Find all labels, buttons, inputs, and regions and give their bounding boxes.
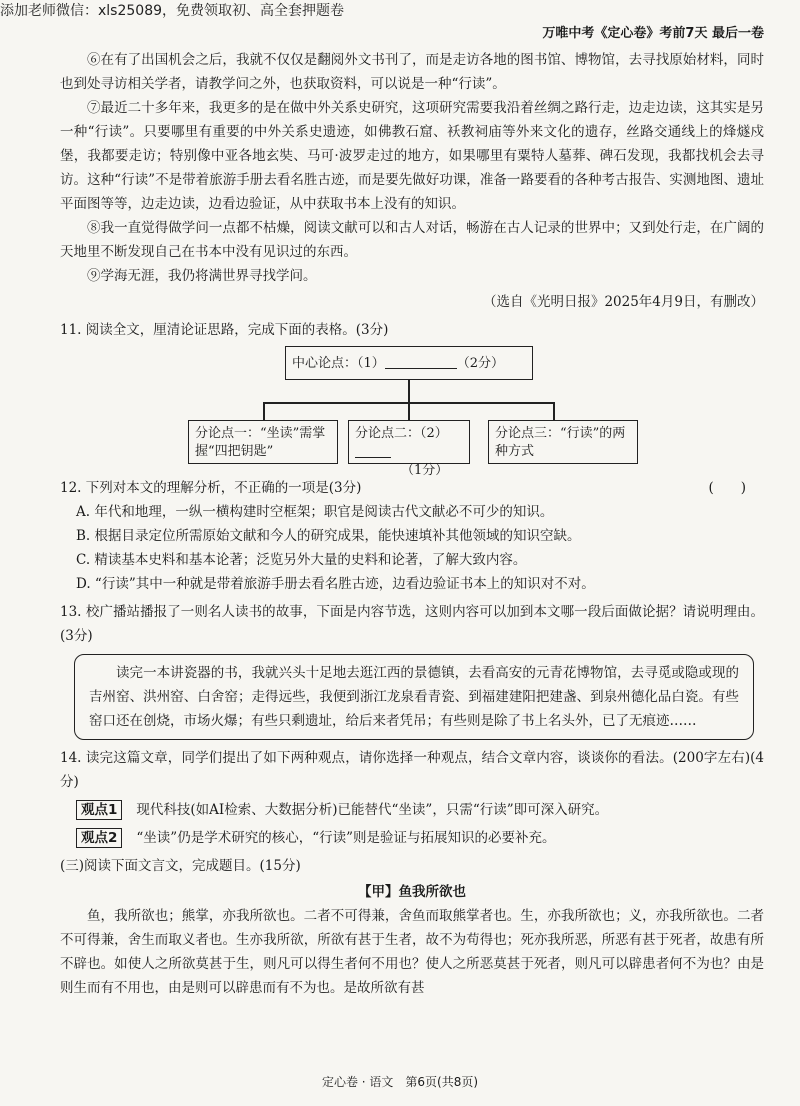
connector-right xyxy=(553,402,555,420)
connector-mid xyxy=(408,402,410,420)
running-head: 万唯中考《定心卷》考前7天 最后一卷 xyxy=(542,26,764,41)
connector-trunk xyxy=(408,380,410,402)
option-b: B. 根据目录定位所需原始文献和今人的研究成果，能快速填补其他领域的知识空缺。 xyxy=(76,528,581,544)
classical-text-title: 【甲】鱼我所欲也 xyxy=(358,884,466,900)
view-1-tag: 观点1 xyxy=(76,800,122,820)
option-a: A. 年代和地理，一纵一横构建时空框架；职官是阅读古代文献必不可少的知识。 xyxy=(76,504,554,520)
view-2-text: “坐读”仍是学术研究的核心，“行读”则是验证与拓展知识的必要补充。 xyxy=(136,830,556,846)
page-content xyxy=(60,48,764,1000)
option-c: C. 精读基本史料和基本论著；泛览另外大量的史料和论著，了解大致内容。 xyxy=(76,552,527,568)
question-12 xyxy=(60,476,764,500)
sub-argument-1: 分论点一：“坐读”需掌握“四把钥匙” xyxy=(195,426,326,459)
question-11-stem: 11. 阅读全文，厘清论证思路，完成下面的表格。(3分) xyxy=(60,322,389,338)
paragraph-7: ⑦最近二十多年来，我更多的是在做中外关系史研究，这项研究需要我沿着丝绸之路行走，边走边读，这其实是另一种“行读”。只要哪里有重要的中外关系史遗迹，如佛教石窟、袄教祠庙等外来文化的遗存，丝路交通线上的烽燧戍堡，我都要走访；特别像中亚各地玄奘、马可·波罗走过的地方，如果哪里有粟特人墓葬、碑石发现，我都找机会去寻访。这种“行读”不是带着旅游手册去看名胜古迹，而是要先做好功课，准备一路要看的各种考古报告、实测地图、遗址平面图等等，边走边读，边看边验证，从中获取书本上没有的知识。 xyxy=(60,100,764,212)
center-argument-score: （2分） xyxy=(456,356,505,371)
sub-argument-3: 分论点三：“行读”的两种方式 xyxy=(495,426,626,459)
excerpt-box xyxy=(74,654,754,740)
paragraph-6: ⑥在有了出国机会之后，我就不仅仅是翻阅外文书刊了，而是走访各地的图书馆、博物馆，去寻找原始材料，同时也到处寻访相关学者，请教学问之外，也获取资料，可以说是一种“行读”。 xyxy=(60,52,764,92)
paragraph-8: ⑧我一直觉得做学问一点都不枯燥，阅读文献可以和古人对话，畅游在古人记录的世界中；又到处行走，在广阔的天地里不断发现自己在书本中没有见识过的东西。 xyxy=(60,220,764,260)
sub-argument-2-score: （1分） xyxy=(401,463,449,478)
answer-parentheses[interactable]: ( ) xyxy=(708,480,746,496)
sub-argument-3-box xyxy=(488,420,638,464)
option-d: D. “行读”其中一种就是带着旅游手册去看名胜古迹，边看边验证书本上的知识对不对。 xyxy=(76,576,595,592)
question-12-stem: 12. 下列对本文的理解分析，不正确的一项是(3分) xyxy=(60,480,362,496)
sub-argument-2-box xyxy=(348,420,470,478)
center-argument-label: 中心论点：（1） xyxy=(292,356,385,371)
connector-left xyxy=(263,402,265,420)
view-2-tag: 观点2 xyxy=(76,828,122,848)
article-source: （选自《光明日报》2025年4月9日，有删改） xyxy=(482,294,764,310)
view-1 xyxy=(60,798,764,822)
view-2 xyxy=(60,826,764,850)
page-footer: 定心卷 · 语文 第6页(共8页) xyxy=(321,1075,479,1089)
section-3-heading: (三)阅读下面文言文，完成题目。(15分) xyxy=(60,858,301,874)
sub-argument-1-box xyxy=(188,420,338,464)
center-argument-box xyxy=(285,346,533,380)
sub-argument-2-label: 分论点二：（2） xyxy=(355,426,448,441)
paragraph-9: ⑨学海无涯，我仍将满世界寻找学问。 xyxy=(87,268,317,284)
watermark-text: 添加老师微信：xls25089，免费领取初、高全套押题卷 xyxy=(0,3,345,19)
argument-structure-chart xyxy=(60,344,764,478)
sub-argument-2-blank[interactable] xyxy=(355,443,391,458)
classical-text: 鱼，我所欲也；熊掌，亦我所欲也。二者不可得兼，舍鱼而取熊掌者也。生，亦我所欲也；义，亦我所欲也。二者不可得兼，舍生而取义者也。生亦我所欲，所欲有甚于生者，故不为苟得也；死亦我所恶，所恶有甚于死者，故患有所不辟也。如使人之所欲莫甚于生，则凡可以得生者何不用也？使人之所恶莫甚于死者，则凡可以辟患者何不为也？由是则生而有不用也，由是则可以辟患而有不为也。是故所欲有甚 xyxy=(60,908,764,996)
question-13-stem: 13. 校广播站播报了一则名人读书的故事，下面是内容节选，这则内容可以加到本文哪一段后面做论据？请说明理由。(3分) xyxy=(60,604,764,644)
center-argument-blank[interactable] xyxy=(385,354,457,369)
view-1-text: 现代科技(如AI检索、大数据分析)已能替代“坐读”，只需“行读”即可深入研究。 xyxy=(136,802,609,818)
question-14-stem: 14. 读完这篇文章，同学们提出了如下两种观点，请你选择一种观点，结合文章内容，谈谈你的看法。(200字左右)(4分) xyxy=(60,750,764,790)
excerpt-text: 读完一本讲瓷器的书，我就兴头十足地去逛江西的景德镇，去看高安的元青花博物馆，去寻觅或隐或现的吉州窑、洪州窑、白舍窑；走得远些，我便到浙江龙泉看青瓷、到福建建阳把建盏、到泉州德化品白瓷。有些窑口还在创烧，市场火爆；有些只剩遗址，给后来者凭吊；有些则是除了书上名头外，已了无痕迹…… xyxy=(89,665,739,729)
